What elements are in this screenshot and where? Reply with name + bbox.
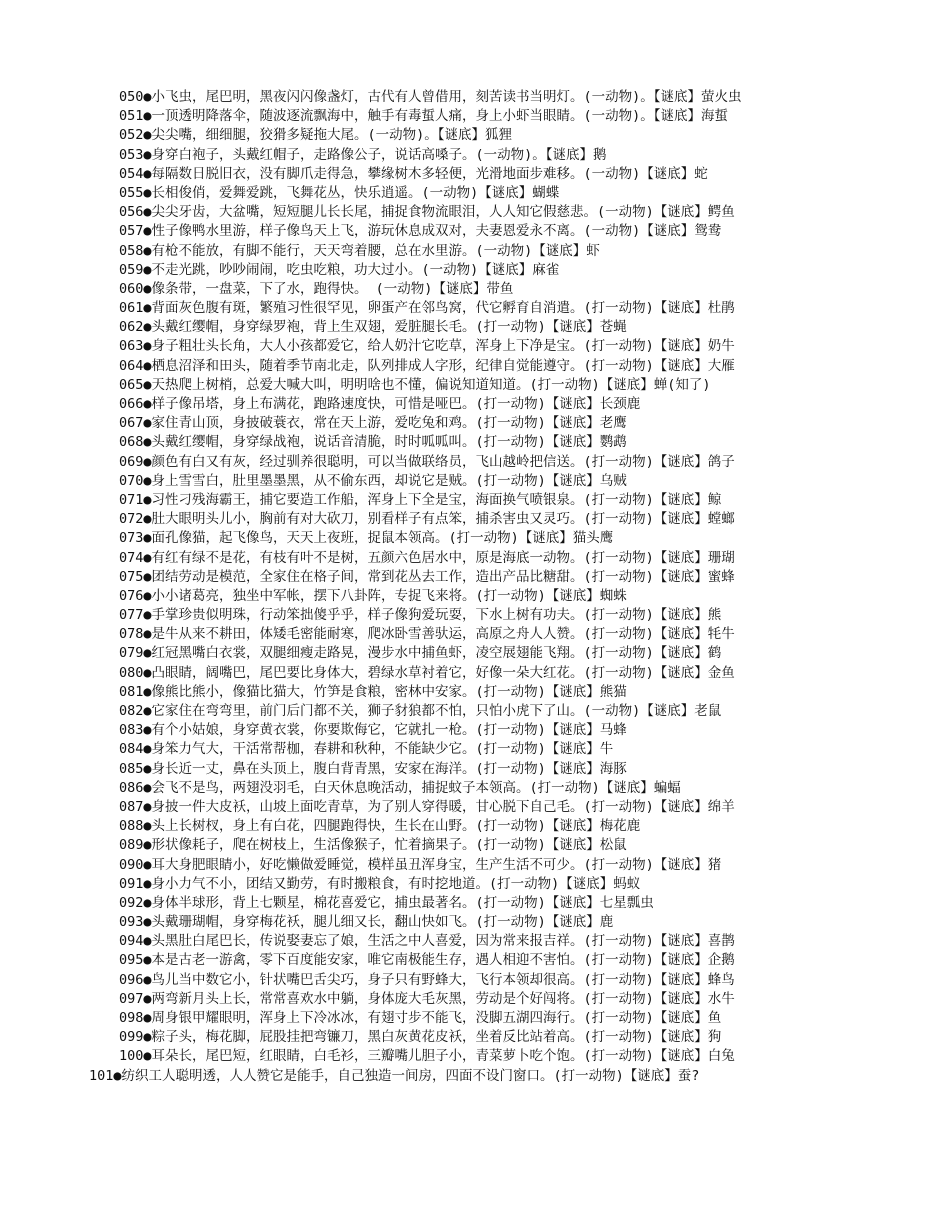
riddle-item: 093●头戴珊瑚帽，身穿梅花袄，腿儿细又长，翻山快如飞。(打一动物)【谜底】鹿	[119, 914, 614, 931]
riddle-item: 099●粽子头，梅花脚，屁股挂把弯镰刀，黑白灰黄花皮袄，坐着反比站着高。(打一动物)【谜底】狗	[119, 1029, 722, 1046]
riddle-item: 097●两弯新月头上长，常常喜欢水中躺，身体庞大毛灰黑，劳动是个好闯将。(打一动物)【谜底】水牛	[119, 990, 735, 1007]
riddle-item: 089●形状像耗子，爬在树枝上，生活像猴子，忙着摘果子。(打一动物)【谜底】松鼠	[119, 837, 627, 854]
riddle-item: 056●尖尖牙齿，大盆嘴，短短腿儿长长尾，捕捉食物流眼泪，人人知它假慈悲。(一动物)【谜底】鳄鱼	[119, 204, 735, 221]
riddle-item: 073●面孔像猫，起飞像鸟，天天上夜班，捉鼠本领高。(打一动物)【谜底】猫头鹰	[119, 530, 614, 547]
riddle-item: 085●身长近一丈，鼻在头顶上，腹白背青黑，安家在海洋。(打一动物)【谜底】海豚	[119, 760, 627, 777]
riddle-item: 100●耳朵长，尾巴短，红眼睛，白毛衫，三瓣嘴儿胆子小，青菜萝卜吃个饱。(打一动物)【谜底】白兔	[119, 1048, 735, 1065]
riddle-item: 061●背面灰色腹有斑，繁殖习性很罕见，卵蛋产在邻鸟窝，代它孵育自消遣。(打一动物)【谜底】杜鹃	[119, 300, 735, 317]
riddle-item: 087●身披一件大皮袄，山坡上面吃青草，为了别人穿得暖，甘心脱下自己毛。(打一动物)【谜底】绵羊	[119, 798, 735, 815]
riddle-item: 055●长相俊俏，爱舞爱跳，飞舞花丛，快乐逍遥。(一动物)【谜底】蝴蝶	[119, 184, 560, 201]
riddle-item: 084●身笨力气大，干活常帮枷，春耕和秋种，不能缺少它。(打一动物)【谜底】牛	[119, 741, 614, 758]
riddle-item: 059●不走光跳，吵吵闹闹，吃虫吃粮，功大过小。(一动物)【谜底】麻雀	[119, 261, 560, 278]
riddle-item: 066●样子像吊塔，身上布满花，跑路速度快，可惜是哑巴。(打一动物)【谜底】长颈鹿	[119, 396, 641, 412]
riddle-list	[0, 88, 950, 1086]
riddle-item: 086●会飞不是鸟，两翅没羽毛，白天休息晚活动，捕捉蚊子本领高。(打一动物)【谜底】蝙蝠	[119, 779, 681, 796]
riddle-item: 060●像条带，一盘菜，下了水，跑得快。 (一动物)【谜底】带鱼	[119, 280, 514, 297]
riddle-item: 057●性子像鸭水里游，样子像鸟天上飞，游玩休息成双对，夫妻恩爱永不离。(一动物)【谜底】鸳鸯	[119, 223, 722, 240]
riddle-item: 092●身体半球形，背上七颗星，棉花喜爱它，捕虫最著名。(打一动物)【谜底】七星瓢虫	[119, 894, 654, 911]
riddle-item: 067●家住青山顶，身披破蓑衣，常在天上游，爱吃兔和鸡。(打一动物)【谜底】老鹰	[119, 415, 627, 432]
riddle-item: 079●红冠黑嘴白衣裳，双腿细瘦走路晃，漫步水中捕鱼虾，凌空展翅能飞翔。(打一动物)【谜底】鹤	[119, 645, 722, 662]
riddle-item: 077●手掌珍贵似明珠，行动笨拙傻乎乎，样子像狗爱玩耍，下水上树有功夫。(打一动物)【谜底】熊	[119, 607, 722, 624]
riddle-item: 074●有红有绿不是花，有枝有叶不是树，五颜六色居水中，原是海底一动物。(打一动物)【谜底】珊瑚	[119, 549, 735, 566]
riddle-item: 052●尖尖嘴，细细腿，狡猾多疑拖大尾。(一动物)。【谜底】狐狸	[119, 127, 513, 144]
riddle-item: 091●身小力气不小，团结又勤劳，有时搬粮食，有时挖地道。(打一动物)【谜底】蚂蚁	[119, 875, 641, 892]
riddle-item: 064●栖息沼泽和田头，随着季节南北走，队列排成人字形，纪律自觉能遵守。(打一动物)【谜底】大雁	[119, 357, 735, 374]
riddle-item: 075●团结劳动是模范，全家住在格子间，常到花丛去工作，造出产品比糖甜。(打一动物)【谜底】蜜蜂	[119, 568, 735, 585]
riddle-item: 095●本是古老一游禽，零下百度能安家，唯它南极能生存，遇人相迎不害怕。(打一动物)【谜底】企鹅	[119, 952, 735, 969]
riddle-item: 053●身穿白袍子，头戴红帽子，走路像公子，说话高嗓子。(一动物)。【谜底】鹅	[119, 146, 607, 163]
riddle-item: 058●有枪不能放，有脚不能行，天天弯着腰，总在水里游。(一动物)【谜底】虾	[119, 242, 600, 259]
riddle-item: 098●周身银甲耀眼明，浑身上下冷冰冰，有翅寸步不能飞，没脚五湖四海行。(打一动物)【谜底】鱼	[119, 1010, 722, 1026]
riddle-item: 078●是牛从来不耕田，体矮毛密能耐寒，爬冰卧雪善驮运，高原之舟人人赞。(打一动物)【谜底】牦牛	[119, 626, 735, 643]
riddle-item: 094●头黑肚白尾巴长，传说娶妻忘了娘，生活之中人喜爱，因为常来报吉祥。(打一动物)【谜底】喜鹊	[119, 933, 735, 950]
riddle-item: 076●小小诸葛亮，独坐中军帐，摆下八卦阵，专捉飞来将。(打一动物)【谜底】蜘蛛	[119, 587, 627, 604]
riddle-item: 070●身上雪雪白，肚里墨墨黑，从不偷东西，却说它是贼。(打一动物)【谜底】乌贼	[119, 472, 627, 489]
riddle-item: 090●耳大身肥眼睛小，好吃懒做爱睡觉，模样虽丑浑身宝，生产生活不可少。(打一动物)【谜底】猪	[119, 856, 722, 873]
riddle-item: 101●纺织工人聪明透，人人赞它是能手，自己独造一间房，四面不设门窗口。(打一动物)【谜底】蚕?	[89, 1067, 700, 1084]
riddle-item: 083●有个小姑娘，身穿黄衣裳，你要欺侮它，它就扎一枪。(打一动物)【谜底】马蜂	[119, 722, 627, 739]
riddle-item: 081●像熊比熊小，像猫比猫大，竹笋是食粮，密林中安家。(打一动物)【谜底】熊猫	[119, 683, 627, 700]
riddle-item: 063●身子粗壮头长角，大人小孩都爱它，给人奶汁它吃草，浑身上下净是宝。(打一动物)【谜底】奶牛	[119, 338, 735, 355]
riddle-item: 072●肚大眼明头儿小，胸前有对大砍刀，别看样子有点笨，捕杀害虫又灵巧。(打一动物)【谜底】螳螂	[119, 511, 735, 528]
riddle-item: 051●一顶透明降落伞，随波逐流飘海中，触手有毒蜇人痛，身上小虾当眼睛。(一动物)。【谜底】海蜇	[119, 108, 729, 125]
riddle-item: 062●头戴红缨帽，身穿绿罗袍，背上生双翅，爱脏腿长毛。(打一动物)【谜底】苍蝇	[119, 319, 627, 336]
riddle-item: 096●鸟儿当中数它小，针状嘴巴舌尖巧，身子只有野蜂大，飞行本领却很高。(打一动物)【谜底】蜂鸟	[119, 971, 735, 988]
riddle-item: 050●小飞虫，尾巴明，黑夜闪闪像盏灯，古代有人曾借用，刻苦读书当明灯。(一动物)。【谜底】萤火虫	[119, 89, 742, 105]
riddle-item: 088●头上长树杈，身上有白花，四腿跑得快，生长在山野。(打一动物)【谜底】梅花鹿	[119, 818, 641, 835]
riddle-item: 065●天热爬上树梢，总爱大喊大叫，明明啥也不懂，偏说知道知道。(打一动物)【谜底】蝉(知了)	[119, 376, 711, 393]
riddle-item: 080●凸眼睛，阔嘴巴，尾巴要比身体大，碧绿水草衬着它，好像一朵大红花。(打一动物)【谜底】金鱼	[119, 664, 735, 681]
riddle-item: 071●习性刁残海霸王，捕它要造工作船，浑身上下全是宝，海面换气喷银泉。(打一动物)【谜底】鲸	[119, 491, 722, 508]
riddle-item: 054●每隔数日脱旧衣，没有脚爪走得急，攀缘树木多轻便，光滑地面步难移。(一动物)【谜底】蛇	[119, 165, 708, 182]
riddle-item: 082●它家住在弯弯里，前门后门都不关，狮子豺狼都不怕，只怕小虎下了山。(一动物)【谜底】老鼠	[119, 703, 722, 719]
riddle-item: 069●颜色有白又有灰，经过驯养很聪明，可以当做联络员，飞山越岭把信送。(打一动物)【谜底】鸽子	[119, 453, 735, 470]
riddle-item: 068●头戴红缨帽，身穿绿战袍，说话音清脆，时时呱呱叫。(打一动物)【谜底】鹦鹉	[119, 434, 627, 451]
